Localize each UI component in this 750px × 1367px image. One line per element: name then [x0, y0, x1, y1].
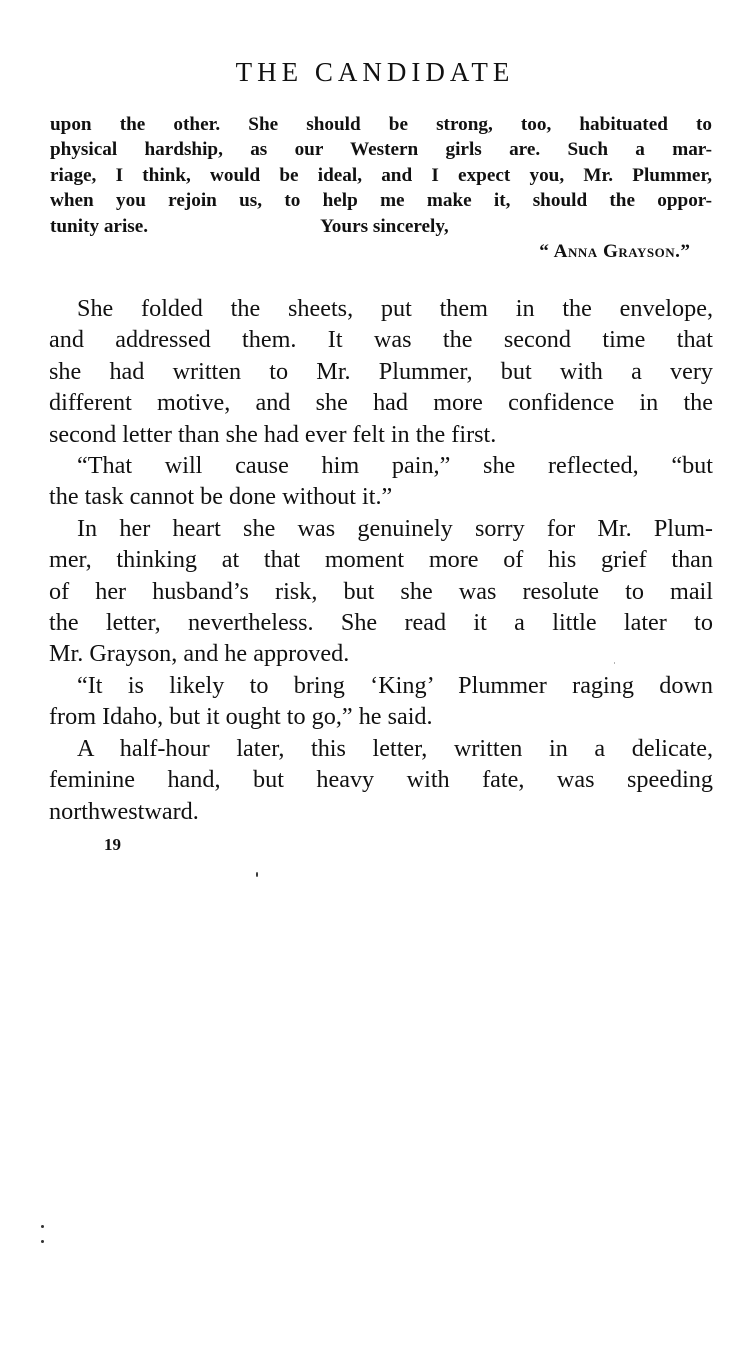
body-line: “It is likely to bring ‘King’ Plummer raging down	[77, 671, 713, 699]
body-line: the task cannot be done without it.”	[49, 483, 393, 511]
scan-speck	[614, 662, 615, 664]
body-line: She folded the sheets, put them in the envelope,	[77, 295, 713, 322]
body-line: from Idaho, but it ought to go,” he said.	[49, 703, 433, 731]
scan-speck	[256, 872, 258, 877]
letter-line-end: tunity arise.	[50, 215, 149, 237]
scan-speck	[41, 1225, 44, 1228]
body-line: northwestward.	[49, 797, 199, 825]
letter-excerpt	[50, 112, 712, 264]
signature-name: Anna Grayson.	[553, 241, 681, 263]
body-line: and addressed them. It was the second time that	[49, 326, 713, 354]
letter-line: riage, I think, would be ideal, and I expect you, Mr. Plummer,	[50, 164, 712, 186]
signature-open-quote: “	[539, 241, 549, 263]
letter-signature	[50, 239, 712, 264]
body-line: she had written to Mr. Plummer, but with a very	[49, 357, 713, 385]
page-number: 19	[104, 835, 121, 854]
body-line: mer, thinking at that moment more of his grief than	[49, 546, 713, 574]
signature-close-quote: ”	[680, 241, 690, 263]
body-line: of her husband’s risk, but she was resolute to mail	[49, 577, 713, 605]
letter-line: when you rejoin us, to help me make it, should the oppor-	[50, 190, 712, 212]
body-line: the letter, nevertheless. She read it a little later to	[49, 609, 713, 637]
letter-closing-line	[50, 214, 712, 239]
body-line: In her heart she was genuinely sorry for Mr. Plum-	[77, 514, 713, 542]
body-text	[49, 293, 713, 827]
letter-line: upon the other. She should be strong, too, habituated to	[50, 114, 712, 135]
body-line: second letter than she had ever felt in the first.	[49, 420, 497, 448]
body-line: Mr. Grayson, and he approved.	[49, 640, 350, 668]
body-line: “That will cause him pain,” she reflected, “but	[77, 452, 713, 480]
scan-speck	[41, 1240, 44, 1243]
running-head: THE CANDIDATE	[235, 57, 515, 87]
body-line: different motive, and she had more confidence in the	[49, 389, 713, 417]
body-line: A half-hour later, this letter, written in a delicate,	[77, 734, 713, 762]
letter-closing: Yours sincerely,	[320, 215, 449, 237]
body-line: feminine hand, but heavy with fate, was speeding	[49, 766, 713, 794]
letter-line: physical hardship, as our Western girls are. Such a mar-	[50, 139, 712, 161]
